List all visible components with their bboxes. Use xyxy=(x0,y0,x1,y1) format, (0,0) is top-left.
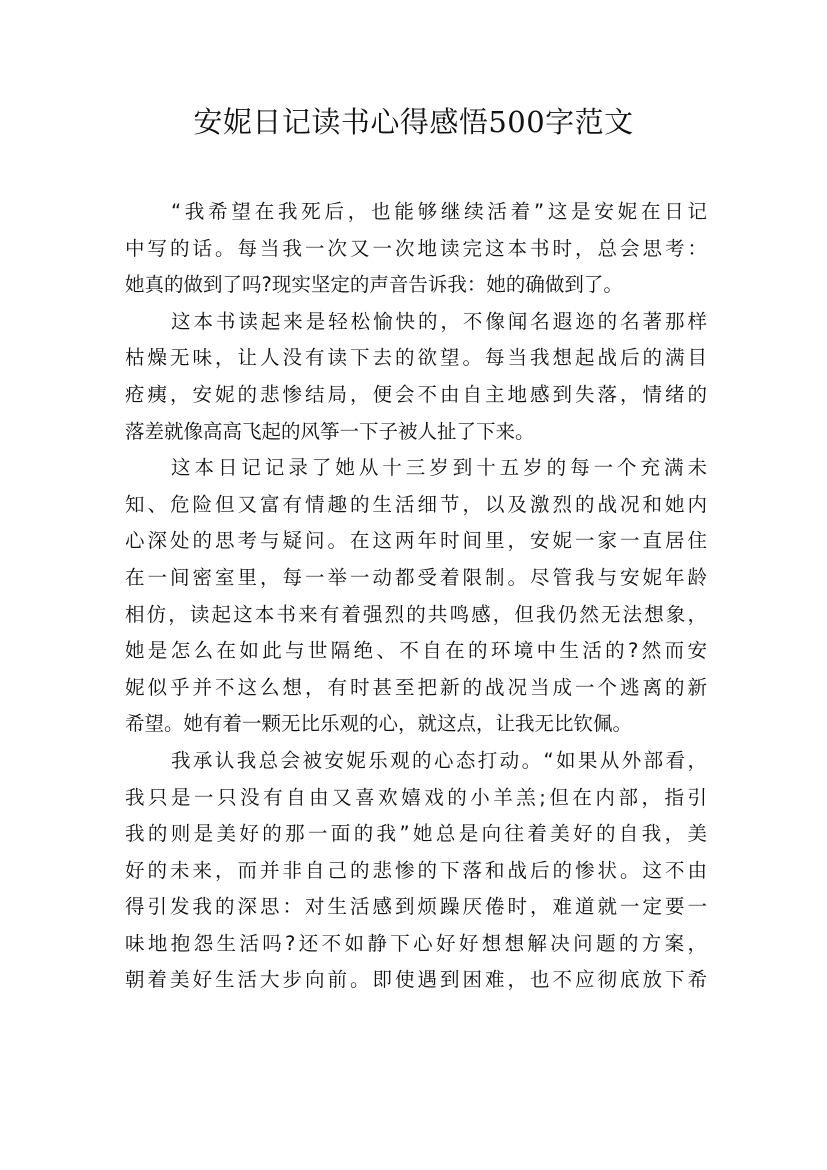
text-line: 味地抱怨生活吗?还不如静下心好好想想解决问题的方案， xyxy=(125,931,707,955)
text-line: 我只是一只没有自由又喜欢嬉戏的小羊羔;但在内部，指引 xyxy=(125,785,707,809)
paragraph-3 xyxy=(125,450,707,743)
text-line: 妮似乎并不这么想，有时甚至把新的战况当成一个逃离的新 xyxy=(125,675,707,699)
text-line: 心深处的思考与疑问。在这两年时间里，安妮一家一直居住 xyxy=(125,529,707,553)
text-line: 希望。她有着一颗无比乐观的心，就这点，让我无比钦佩。 xyxy=(125,712,633,736)
text-line: 中写的话。每当我一次又一次地读完这本书时，总会思考： xyxy=(125,236,707,260)
text-line: 相仿，读起这本书来有着强烈的共鸣感，但我仍然无法想象， xyxy=(125,602,707,626)
paragraph-1 xyxy=(125,194,707,304)
document-body xyxy=(125,194,707,999)
text-line: 朝着美好生活大步向前。即使遇到困难，也不应彻底放下希 xyxy=(125,968,707,992)
text-line: 好的未来，而并非自己的悲惨的下落和战后的惨状。这不由 xyxy=(125,858,707,882)
text-line: 我承认我总会被安妮乐观的心态打动。“如果从外部看， xyxy=(171,748,707,772)
text-line: “我希望在我死后，也能够继续活着”这是安妮在日记 xyxy=(171,200,707,223)
text-line: 知、危险但又富有情趣的生活细节，以及激烈的战况和她内 xyxy=(125,492,707,516)
text-line: 这本书读起来是轻松愉快的，不像闻名遐迩的名著那样 xyxy=(171,309,707,333)
text-line: 我的则是美好的那一面的我”她总是向往着美好的自我，美 xyxy=(125,822,707,846)
paragraph-2 xyxy=(125,304,707,450)
text-line: 疮痍，安妮的悲惨结局，便会不由自主地感到失落，情绪的 xyxy=(125,382,707,406)
document-title: 安妮日记读书心得感悟500字范文 xyxy=(193,105,634,139)
text-line: 在一间密室里，每一举一动都受着限制。尽管我与安妮年龄 xyxy=(125,565,707,589)
text-line: 得引发我的深思：对生活感到烦躁厌倦时，难道就一定要一 xyxy=(125,895,707,919)
text-line: 落差就像高高飞起的风筝一下子被人扯了下来。 xyxy=(125,419,535,443)
text-line: 她真的做到了吗?现实坚定的声音告诉我：她的确做到了。 xyxy=(125,273,623,297)
text-line: 这本日记记录了她从十三岁到十五岁的每一个充满未 xyxy=(171,456,707,480)
text-line: 她是怎么在如此与世隔绝、不自在的环境中生活的?然而安 xyxy=(125,639,707,663)
paragraph-4 xyxy=(125,743,707,999)
text-line: 枯燥无味，让人没有读下去的欲望。每当我想起战后的满目 xyxy=(125,346,707,370)
